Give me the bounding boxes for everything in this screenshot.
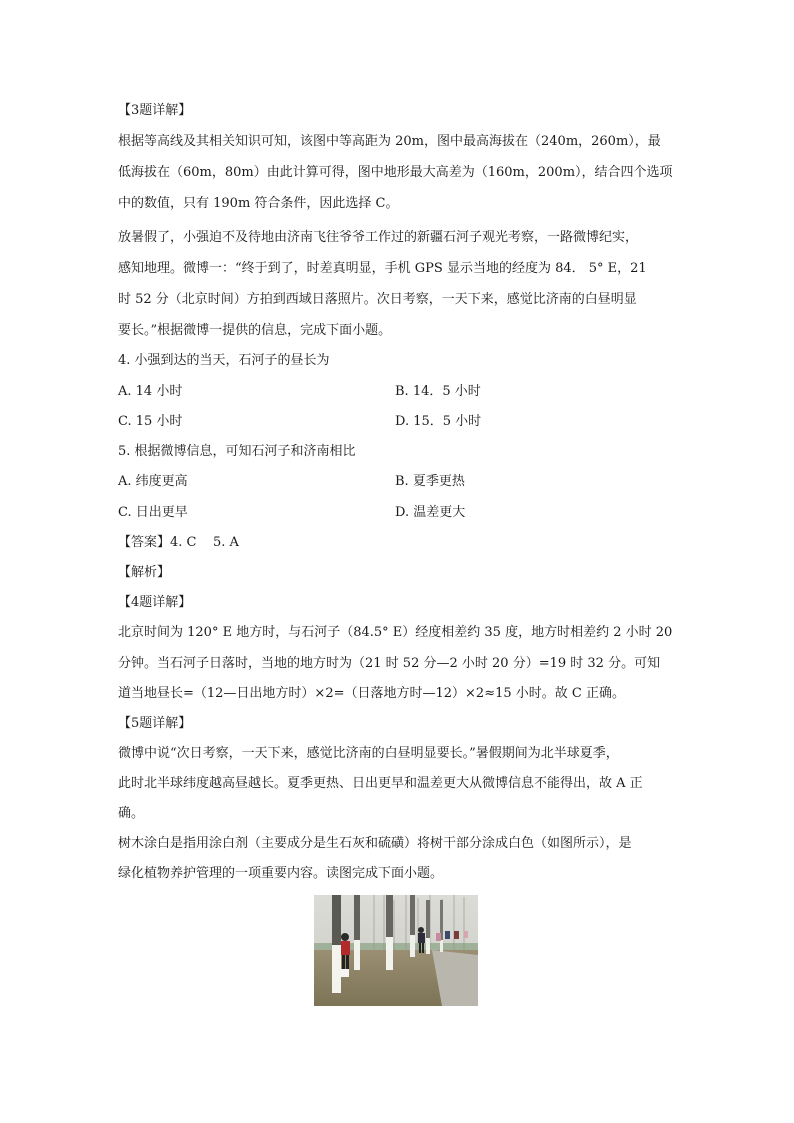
whitewashed-trees-photo (314, 895, 478, 1006)
intro-line-3: 时 52 分（北京时间）方拍到西域日落照片。次日考察，一天下来，感觉比济南的白昼明显 (118, 292, 637, 307)
q5-option-b: B. 夏季更热 (395, 474, 465, 489)
section5-heading: 【5题详解】 (118, 716, 192, 731)
intro-line-1: 放暑假了，小强迫不及待地由济南飞往爷爷工作过的新疆石河子观光考察，一路微博纪实， (118, 230, 639, 245)
q5-option-a: A. 纬度更高 (118, 474, 188, 489)
q4-option-c: C. 15 小时 (118, 414, 183, 429)
next-intro-line-1: 树木涂白是指用涂白剂（主要成分是生石灰和硫磺）将树干部分涂成白色（如图所示），是 (118, 836, 632, 851)
section4-line-2: 分钟。当石河子日落时，当地的地方时为（21 时 52 分—2 小时 20 分）=19 时 32 分。可知 (118, 656, 661, 671)
analysis-heading: 【解析】 (118, 565, 171, 580)
q4-option-a: A. 14 小时 (118, 384, 183, 399)
q4-stem: 4. 小强到达的当天，石河子的昼长为 (118, 353, 330, 368)
section3-line-2: 低海拔在（60m，80m）由此计算可得，图中地形最大高差为（160m，200m），结合四个选项 (118, 165, 673, 180)
q4-option-d: D. 15．5 小时 (395, 414, 482, 429)
section3-line-1: 根据等高线及其相关知识可知，该图中等高距为 20m，图中最高海拔在（240m，260m），最 (118, 134, 661, 149)
answer-line: 【答案】4. C 5. A (118, 535, 239, 550)
section5-line-3: 确。 (118, 806, 145, 821)
section3-heading: 【3题详解】 (118, 103, 192, 118)
section5-line-1: 微博中说“次日考察，一天下来，感觉比济南的白昼明显要长。”暑假期间为北半球夏季， (118, 746, 619, 761)
intro-line-2: 感知地理。微博一：“终于到了，时差真明显，手机 GPS 显示当地的经度为 84． 5° E，21 (118, 261, 647, 276)
q4-option-b: B. 14．5 小时 (395, 384, 481, 399)
section4-line-3: 道当地昼长=（12—日出地方时）×2=（日落地方时—12）×2≈15 小时。故 C 正确。 (118, 686, 625, 701)
next-intro-line-2: 绿化植物养护管理的一项重要内容。读图完成下面小题。 (118, 866, 444, 881)
section4-line-1: 北京时间为 120° E 地方时，与石河子（84.5° E）经度相差约 35 度，地方时相差约 2 小时 20 (118, 625, 673, 640)
q5-option-c: C. 日出更早 (118, 505, 188, 520)
section4-heading: 【4题详解】 (118, 595, 192, 610)
q5-stem: 5. 根据微博信息，可知石河子和济南相比 (118, 444, 356, 459)
section3-line-3: 中的数值，只有 190m 符合条件，因此选择 C。 (118, 196, 399, 211)
intro-line-4: 要长。”根据微博一提供的信息，完成下面小题。 (118, 323, 392, 338)
q5-option-d: D. 温差更大 (395, 505, 466, 520)
section5-line-2: 此时北半球纬度越高昼越长。夏季更热、日出更早和温差更大从微博信息不能得出，故 A 正 (118, 776, 643, 791)
